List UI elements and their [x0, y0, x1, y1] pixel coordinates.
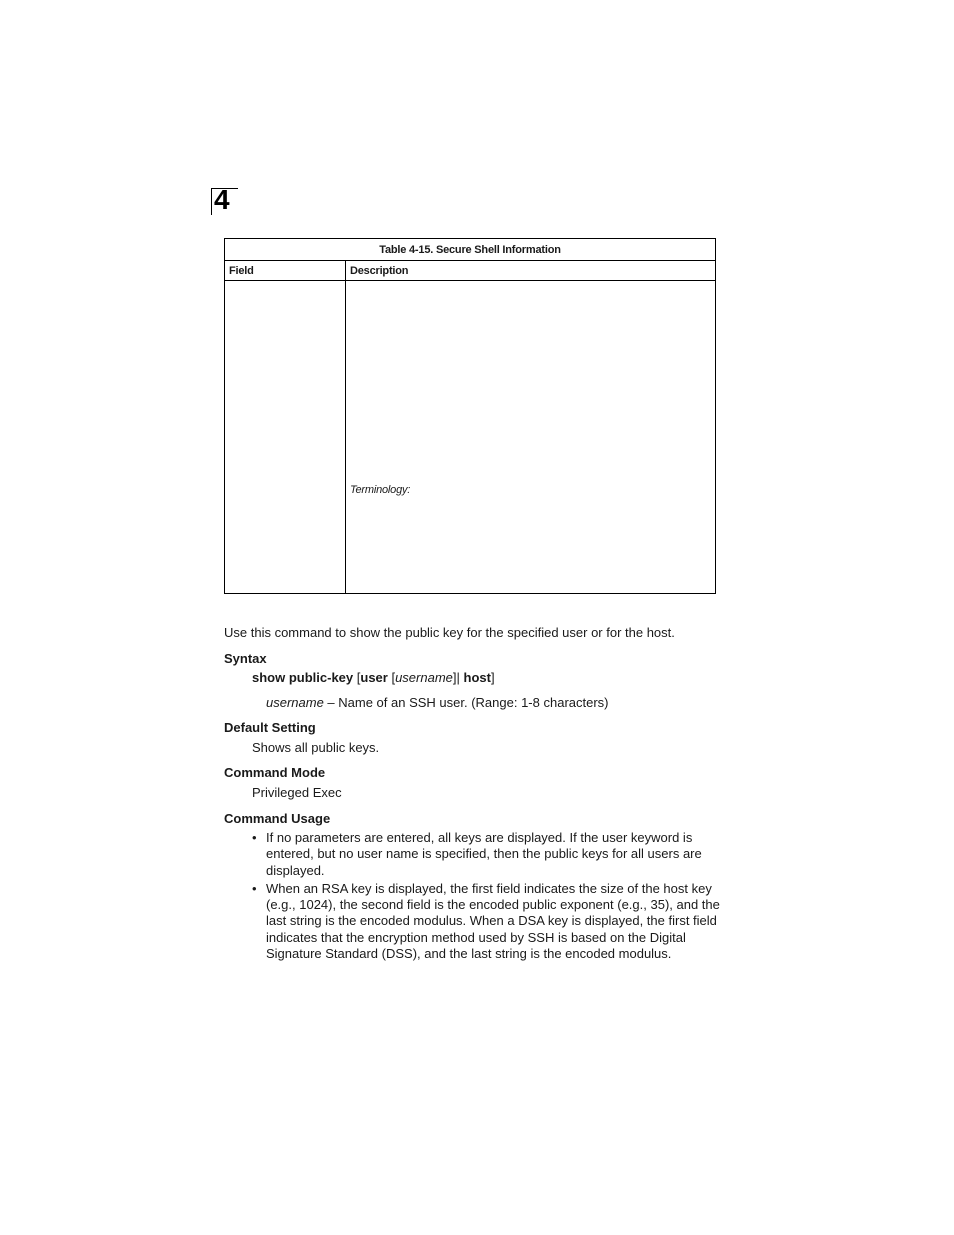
command-usage-heading: Command Usage	[224, 811, 331, 826]
syntax-bracket: [	[353, 670, 361, 685]
syntax-user-keyword: user	[360, 670, 388, 685]
syntax-param	[266, 695, 609, 711]
chapter-number: 4	[214, 184, 230, 215]
list-item: • If no parameters are entered, all keys are displayed. If the user keyword is entered, but no user name is specified, then the public keys for all users are displayed.	[252, 830, 722, 879]
param-name: username	[266, 695, 324, 710]
terminology-label: Terminology:	[350, 484, 411, 496]
field-cell	[225, 281, 346, 594]
table-caption: Table 4-15. Secure Shell Information	[225, 239, 716, 261]
param-description: – Name of an SSH user. (Range: 1-8 characters)	[323, 695, 609, 710]
syntax-bracket: [	[387, 670, 396, 685]
syntax-bracket: ]	[490, 670, 495, 685]
header-description: Description	[346, 261, 716, 281]
list-item: • When an RSA key is displayed, the first field indicates the size of the host key (e.g., 1024), the second field is the encoded public exponent (e.g., 35), and the last string is the encoded modulus. When a DSA key is displayed, the first field indicates that the encryption method used by SSH is based on the Digital Signature Standard (DSS), and the last string is the encoded modulus.	[252, 881, 722, 962]
syntax-heading: Syntax	[224, 651, 267, 666]
command-mode-text: Privileged Exec	[252, 785, 342, 800]
syntax-bracket: ]|	[452, 670, 464, 685]
intro-text: Use this command to show the public key for the specified user or for the host.	[224, 625, 675, 640]
default-setting-heading: Default Setting	[224, 720, 316, 735]
command-usage-list	[252, 830, 722, 964]
syntax-username: username	[395, 670, 453, 685]
syntax-host-keyword: host	[463, 670, 491, 685]
description-cell	[346, 281, 716, 594]
header-field: Field	[225, 261, 346, 281]
syntax-command: show public-key	[252, 670, 354, 685]
syntax-line	[252, 670, 495, 686]
secure-shell-table	[224, 238, 716, 594]
default-setting-text: Shows all public keys.	[252, 740, 380, 755]
command-mode-heading: Command Mode	[224, 765, 326, 780]
